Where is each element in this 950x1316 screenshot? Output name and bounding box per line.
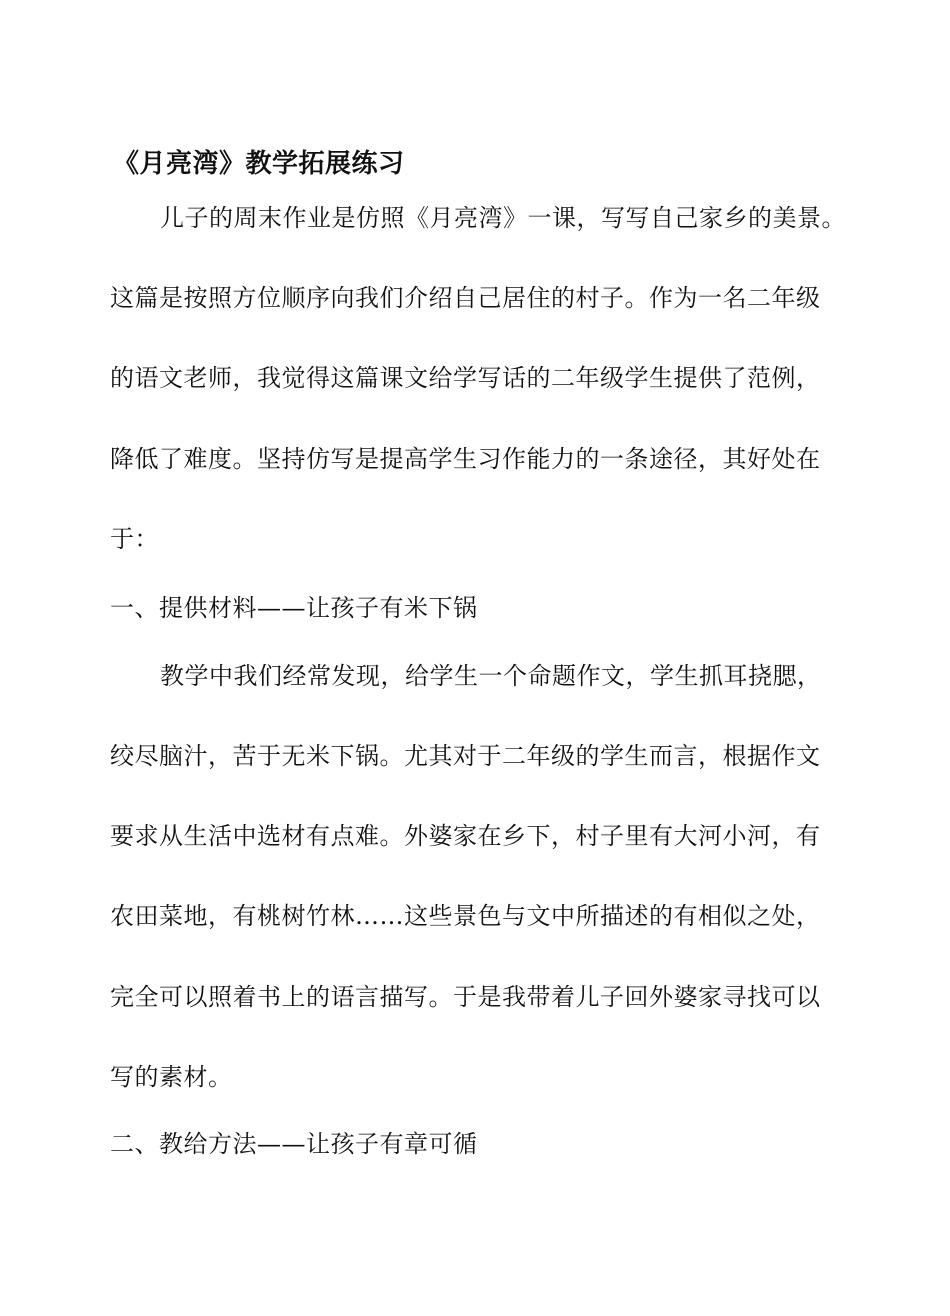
document-title: 《月亮湾》教学拓展练习: [113, 149, 405, 179]
paragraph-line: 要求从生活中选材有点难。外婆家在乡下，村子里有大河小河，有: [110, 822, 821, 850]
paragraph-line: 的语文老师，我觉得这篇课文给学写话的二年级学生提供了范例，: [110, 364, 821, 392]
section-heading: 二、教给方法——让孩子有章可循: [110, 1130, 478, 1158]
paragraph-line: 写的素材。: [110, 1063, 233, 1091]
section-heading: 一、提供材料——让孩子有米下锅: [110, 594, 478, 622]
paragraph-line: 绞尽脑汁，苦于无米下锅。尤其对于二年级的学生而言，根据作文: [110, 742, 821, 770]
paragraph-line: 教学中我们经常发现，给学生一个命题作文，学生抓耳挠腮，: [160, 662, 822, 690]
paragraph-line: 完全可以照着书上的语言描写。于是我带着儿子回外婆家寻找可以: [110, 983, 821, 1011]
paragraph-line: 农田菜地，有桃树竹林……这些景色与文中所描述的有相似之处，: [110, 902, 821, 930]
paragraph-line: 降低了难度。坚持仿写是提高学生习作能力的一条途径，其好处在: [110, 445, 821, 473]
paragraph-line: 儿子的周末作业是仿照《月亮湾》一课，写写自己家乡的美景。: [160, 204, 846, 232]
paragraph-line: 于：: [110, 525, 159, 553]
paragraph-line: 这篇是按照方位顺序向我们介绍自己居住的村子。作为一名二年级: [110, 284, 821, 312]
